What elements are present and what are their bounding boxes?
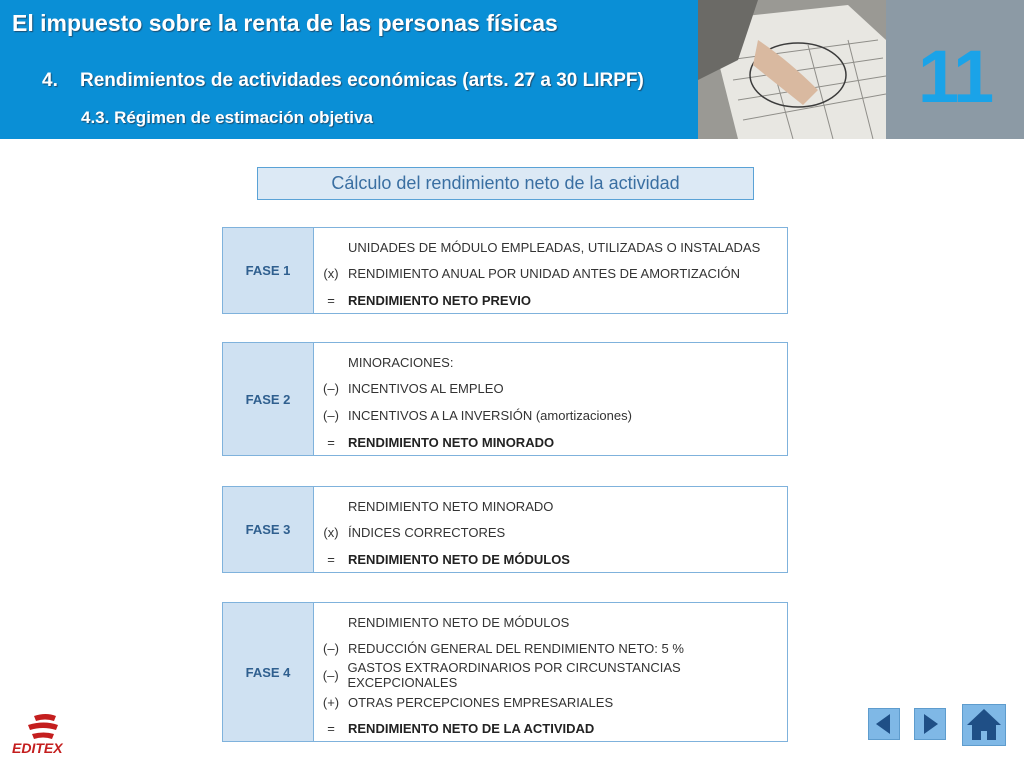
row-text: GASTOS EXTRAORDINARIOS POR CIRCUNSTANCIAS EXCEPCIONALES [347,660,681,691]
triangle-left-icon [869,709,899,739]
phase-row [314,349,787,376]
row-text: RENDIMIENTO NETO MINORADO [348,434,555,450]
phase-row [314,402,787,429]
triangle-right-icon [915,709,945,739]
phase-row [314,609,787,636]
operator: (–) [323,407,339,423]
phase-rows [314,487,787,572]
calculation-title: Cálculo del rendimiento neto de la actividad [257,167,754,200]
row-text: RENDIMIENTO NETO PREVIO [348,292,531,308]
operator: (–) [323,381,339,397]
phase-label: FASE 2 [223,343,314,455]
phase-row [314,493,787,520]
keyboard-photo [698,0,886,139]
keyboard-photo-illustration [698,0,886,139]
row-text: UNIDADES DE MÓDULO EMPLEADAS, UTILIZADAS O INSTALADAS [348,239,761,255]
row-text: ÍNDICES CORRECTORES [348,525,506,541]
phase-label: FASE 4 [223,603,314,741]
operator: = [327,292,335,308]
phase-table-2 [222,342,788,456]
phase-row [314,261,787,288]
phase-row [314,234,787,261]
row-text: REDUCCIÓN GENERAL DEL RENDIMIENTO NETO: 5 % [348,641,684,657]
row-text: INCENTIVOS AL EMPLEO [348,381,504,397]
phase-rows [314,228,787,313]
next-button[interactable] [914,708,946,740]
phase-row [314,287,787,314]
page-title: El impuesto sobre la renta de las personas físicas [12,10,558,36]
phase-rows [314,343,787,455]
phase-row [314,715,787,742]
section-heading [42,70,644,92]
phase-row [314,376,787,403]
phase-table-1 [222,227,788,314]
operator: (x) [323,266,339,282]
phase-row [314,636,787,663]
phase-row [314,662,787,689]
operator: = [327,434,335,450]
phase-row [314,689,787,716]
subsection-heading: 4.3. Régimen de estimación objetiva [81,108,373,127]
previous-button[interactable] [868,708,900,740]
row-text: INCENTIVOS A LA INVERSIÓN (amortizaciones) [348,407,632,423]
operator: (+) [322,694,340,710]
chapter-number: 11 [917,35,993,118]
phase-table-4 [222,602,788,742]
chapter-box [886,0,1024,139]
operator: (x) [323,525,339,541]
row-text: OTRAS PERCEPCIONES EMPRESARIALES [348,694,614,710]
phase-label: FASE 3 [223,487,314,572]
phase-table-3 [222,486,788,573]
section-title: Rendimientos de actividades económicas (arts. 27 a 30 LIRPF) [80,70,644,91]
operator: (–) [322,667,339,683]
editex-logo-text: EDITEX [12,740,63,756]
phase-label: FASE 1 [223,228,314,313]
row-text: MINORACIONES: [348,354,454,370]
house-icon [963,705,1005,745]
row-text: RENDIMIENTO NETO DE MÓDULOS [348,614,570,630]
row-text: RENDIMIENTO ANUAL POR UNIDAD ANTES DE AMORTIZACIÓN [348,266,740,282]
operator: = [327,721,335,737]
phase-row [314,520,787,547]
row-text: RENDIMIENTO NETO DE MÓDULOS [348,551,570,567]
operator: (–) [323,641,339,657]
row-text: RENDIMIENTO NETO DE LA ACTIVIDAD [348,721,595,737]
phase-rows [314,603,787,741]
home-button[interactable] [962,704,1006,746]
operator: = [327,551,335,567]
row-text: RENDIMIENTO NETO MINORADO [348,498,554,514]
phase-row [314,429,787,456]
section-number: 4. [42,70,58,91]
phase-row [314,546,787,573]
